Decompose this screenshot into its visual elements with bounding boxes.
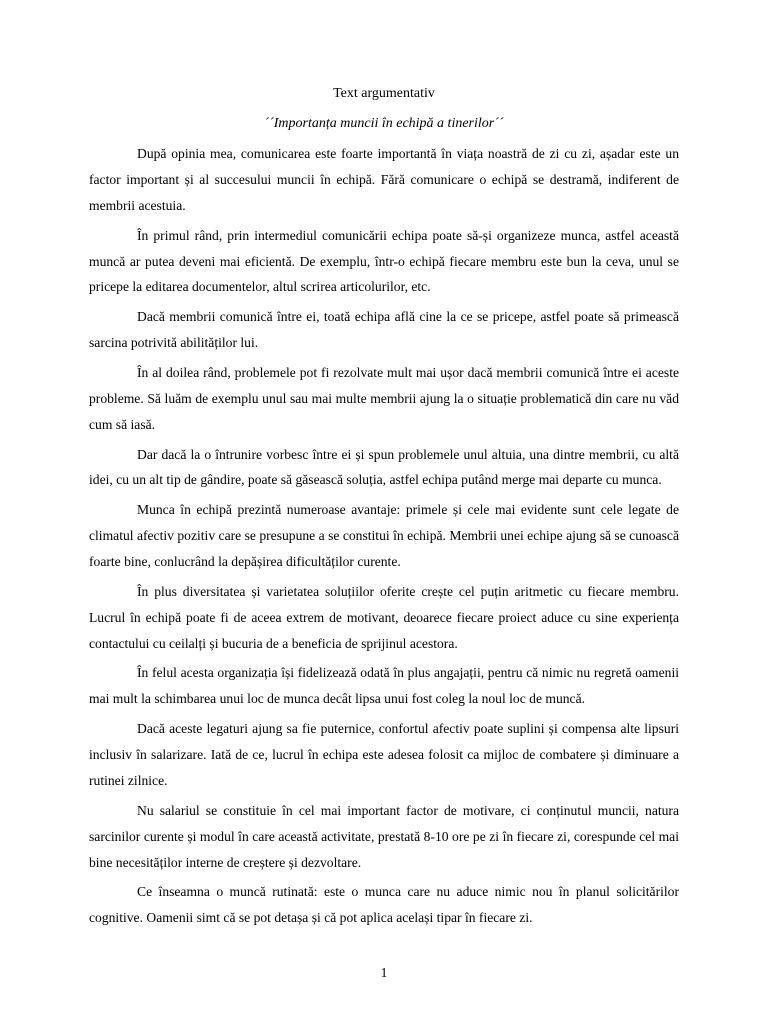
document-title: Text argumentativ: [333, 86, 435, 101]
paragraph: După opinia mea, comunicarea este foarte importantă în viața noastră de zi cu zi, așadar este un factor important și al succesului muncii în echipă. Fără comunicare o echipă se destramă, indiferent de membrii acestuia.: [89, 146, 679, 213]
paragraph: Dacă aceste legaturi ajung sa fie puternice, confortul afectiv poate suplini și compensa alte lipsuri inclusiv în salarizare. Iată de ce, lucrul în echipa este adesea folosit ca mijloc de combatere și diminuare a rutinei zilnice.: [89, 721, 679, 788]
paragraph: Dacă membrii comunică între ei, toată echipa află cine la ce se pricepe, astfel poate să primească sarcina potrivită abilităților lui.: [89, 309, 679, 351]
paragraph: În al doilea rând, problemele pot fi rezolvate mult mai ușor dacă membrii comunică între ei aceste probleme. Să luăm de exemplu unul sau mai multe membrii ajung la o situație problematică din care nu văd cum să iasă.: [89, 364, 679, 432]
paragraph: Nu salariul se constituie în cel mai important factor de motivare, ci conținutul muncii, natura sarcinilor curente și modul în care această activitate, prestată 8-10 ore pe zi în fiecare zi, corespunde cel mai bine necesităților interne de creștere și dezvoltare.: [89, 802, 679, 870]
paragraph: În plus diversitatea și varietatea soluțiilor oferite crește cel puțin aritmetic cu fiecare membru. Lucrul în echipă poate fi de aceea extrem de motivant, deoarece fiecare proiect aduce cu sine experiența contactului cu ceilalți și bucuria de a beneficia de sprijinul acestora.: [89, 583, 679, 651]
page-number: 1: [380, 965, 388, 980]
paragraph: Munca în echipă prezintă numeroase avantaje: primele și cele mai evidente sunt cele legate de climatul afectiv pozitiv care se presupune a se constitui în echipă. Membrii unei echipe ajung să se cunoască foarte bine, conlucrând la depășirea dificultăților curente.: [89, 502, 679, 570]
document-body: [89, 141, 679, 935]
paragraph: Dar dacă la o întrunire vorbesc între ei și spun problemele unul altuia, una dintre membrii, cu altă idei, cu un alt tip de gândire, poate să găsească soluția, astfel echipa putând merge mai departe cu munca.: [89, 446, 679, 488]
paragraph: Ce înseamna o muncă rutinată: este o munca care nu aduce nimic nou în planul solicitărilor cognitive. Oamenii simt că se pot detașa și că pot aplica același tipar în fiecare zi.: [89, 884, 679, 926]
document-subtitle: ´´Importanța muncii în echipă a tinerilor´´: [264, 116, 504, 131]
paragraph: În felul acesta organizația își fidelizează odată în plus angajații, pentru că nimic nu regretă oamenii mai mult la schimbarea unui loc de munca decât lipsa unui fost coleg la noul loc de muncă.: [89, 665, 679, 707]
paragraph: În primul rând, prin intermediul comunicării echipa poate să-și organizeze munca, astfel această muncă ar putea deveni mai eficientă. De exemplu, într-o echipă fiecare membru este bun la ceva, unul se pricepe la editarea documentelor, altul scrirea articolurilor, etc.: [89, 227, 679, 295]
